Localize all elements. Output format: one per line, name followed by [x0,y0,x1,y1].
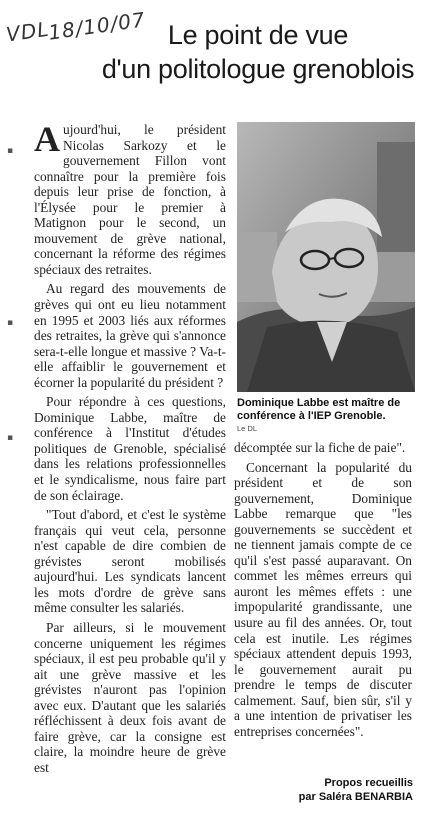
dropcap: A [34,119,60,159]
article-paragraph: Par ailleurs, si le mouvement concerne uniquement les régimes spéciaux, il est peu probable qu'il y ait une grève massive et les grévistes n'auront pas l'opinion avec eux. D'autant que les salariés réfléchissent à deux fois avant de faire grève, car la consigne est claire, la moindre heure de grève est [34,619,226,775]
article-paragraph: Au regard des mouvements de grèves qui ont eu lieu notamment en 1995 et 2003 liés aux réformes des retraites, la grève qui s'annonce sera-t-elle longue et massive ? Va-t-elle affaiblir le gouvernement et écorner la popularité du président ? [34,281,226,390]
handwritten-date: 18/10/07 [46,7,148,45]
headline-line-2: d'un politologue grenoblois [101,54,415,84]
byline-author: par Saléra BENARBIA [298,791,413,803]
headline-line-1: Le point de vue [167,20,349,50]
headline [100,18,416,86]
byline-line-1: Propos recueillis [324,777,413,789]
handwritten-prefix: VDL [4,16,51,47]
portrait-image [237,122,415,392]
byline [299,776,413,804]
margin-mark: ▪ [7,146,14,156]
article-paragraph: "Tout d'abord, et c'est le système français qui veut cela, personne n'est capable de dire combien de grévistes seront mobilisés aujourd'hui. Les syndicats lancent les mots d'ordre de grève sans même consulter les salariés. [34,507,226,616]
article-paragraph: décomptée sur la fiche de paie". [234,440,406,455]
portrait-photo [237,122,415,392]
article-paragraph: Aujourd'hui, le président Nicolas Sarkozy et le gouvernement Fillon vont connaître pour la première fois depuis leur prise de fonction, à l'Élysée pour le premier à Matignon pour le second, un mouvement de grève national, concernant la réforme des régimes spéciaux des retraites. [34,119,226,277]
photo-caption: Dominique Labbe est maître de conférence à l'IEP Grenoble. [237,397,401,422]
article-paragraph: Pour répondre à ces questions, Dominique Labbe, maître de conférence à l'Institut d'études politiques de Grenoble, spécialisé dans les relations professionnelles et le syndicalisme, nous faire part de son éclairage. [34,394,226,503]
margin-mark: ▪ [7,318,14,328]
margin-mark: ▪ [7,433,14,443]
article-column-right [234,440,412,743]
photo-credit: Le DL [237,424,258,433]
article-column-left [34,119,226,779]
article-paragraph: Concernant la popularité du président et de son gouvernement, Dominique Labbe remarque que "les gouvernements se succèdent et ne tiennent jamais compte de ce qu'il s'est passé auparavant. On commet les mêmes erreurs qui auront les mêmes effets : une impopularité grandissante, une usure au fil des années. Or, tout cela est inutile. Les régimes spéciaux attendent depuis 1993, le gouvernement aurait pu prendre le temps de discuter calmement. Sauf, bien sûr, s'il y a une intention de privatiser les entreprises concernées". [234,459,412,739]
